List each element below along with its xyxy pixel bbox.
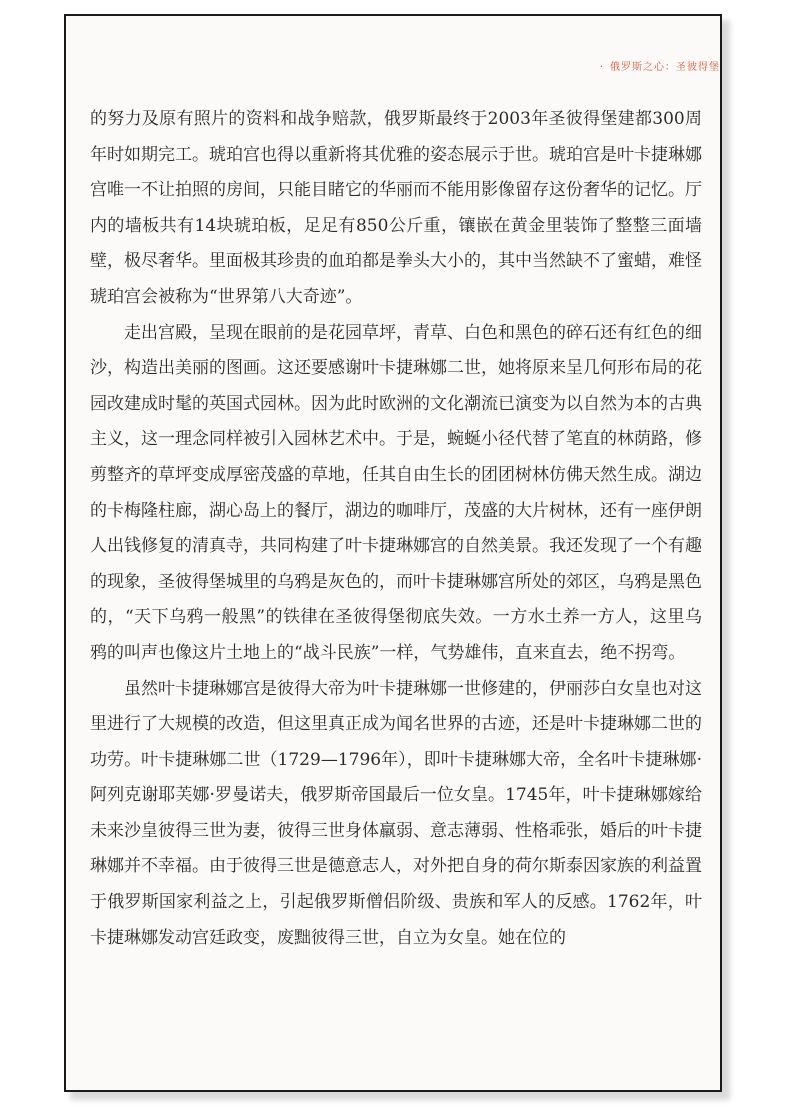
paragraph-3: 虽然叶卡捷琳娜宫是彼得大帝为叶卡捷琳娜一世修建的，伊丽莎白女皇也对这里进行了大规模的改造，但这里真正成为闻名世界的古迹，还是叶卡捷琳娜二世的功劳。叶卡捷琳娜二世（1729—1796年），即叶卡捷琳娜大帝，全名叶卡捷琳娜·阿列克谢耶芙娜·罗曼诺夫，俄罗斯帝国最后一位女皇。1745年，叶卡捷琳娜嫁给未来沙皇彼得三世为妻，彼得三世身体羸弱、意志薄弱、性格乖张，婚后的叶卡捷琳娜并不幸福。由于彼得三世是德意志人，对外把自身的荷尔斯泰因家族的利益置于俄罗斯国家利益之上，引起俄罗斯僧侣阶级、贵族和军人的反感。1762年，叶卡捷琳娜发动宫廷政变，废黜彼得三世，自立为女皇。她在位的: [90, 678, 702, 948]
header-bullet-icon: ·: [599, 62, 604, 73]
paragraph-2: 走出宫殿，呈现在眼前的是花园草坪，青草、白色和黑色的碎石还有红色的细沙，构造出美丽的图画。这还要感谢叶卡捷琳娜二世，她将原来呈几何形布局的花园改建成时髦的英国式园林。因为此时欧洲的文化潮流已演变为以自然为本的古典主义，这一理念同样被引入园林艺术中。于是，蜿蜒小径代替了笔直的林荫路，修剪整齐的草坪变成厚密茂盛的草地，任其自由生长的团团树林仿佛天然生成。湖边的卡梅隆柱廊，湖心岛上的餐厅，湖边的咖啡厅，茂盛的大片树林，还有一座伊朗人出钱修复的清真寺，共同构建了叶卡捷琳娜宫的自然美景。我还发现了一个有趣的现象，圣彼得堡城里的乌鸦是灰色的，而叶卡捷琳娜宫所处的郊区，乌鸦是黑色的，“天下乌鸦一般黑”的铁律在圣彼得堡彻底失效。一方水土养一方人，这里乌鸦的叫声也像这片土地上的“战斗民族”一样，气势雄伟，直来直去，绝不拐弯。: [90, 322, 702, 663]
running-header: [600, 58, 720, 73]
body-text: [90, 102, 702, 956]
book-page: [64, 14, 722, 1092]
running-header-title: 俄罗斯之心：圣彼得堡: [610, 62, 720, 73]
paragraph-1: 的努力及原有照片的资料和战争赔款，俄罗斯最终于2003年圣彼得堡建都300周年时如期完工。琥珀宫也得以重新将其优雅的姿态展示于世。琥珀宫是叶卡捷琳娜宫唯一不让拍照的房间，只能目睹它的华丽而不能用影像留存这份奢华的记忆。厅内的墙板共有14块琥珀板，足足有850公斤重，镶嵌在黄金里装饰了整整三面墙壁，极尽奢华。里面极其珍贵的血珀都是拳头大小的，其中当然缺不了蜜蜡，难怪琥珀宫会被称为“世界第八大奇迹”。: [90, 109, 702, 307]
